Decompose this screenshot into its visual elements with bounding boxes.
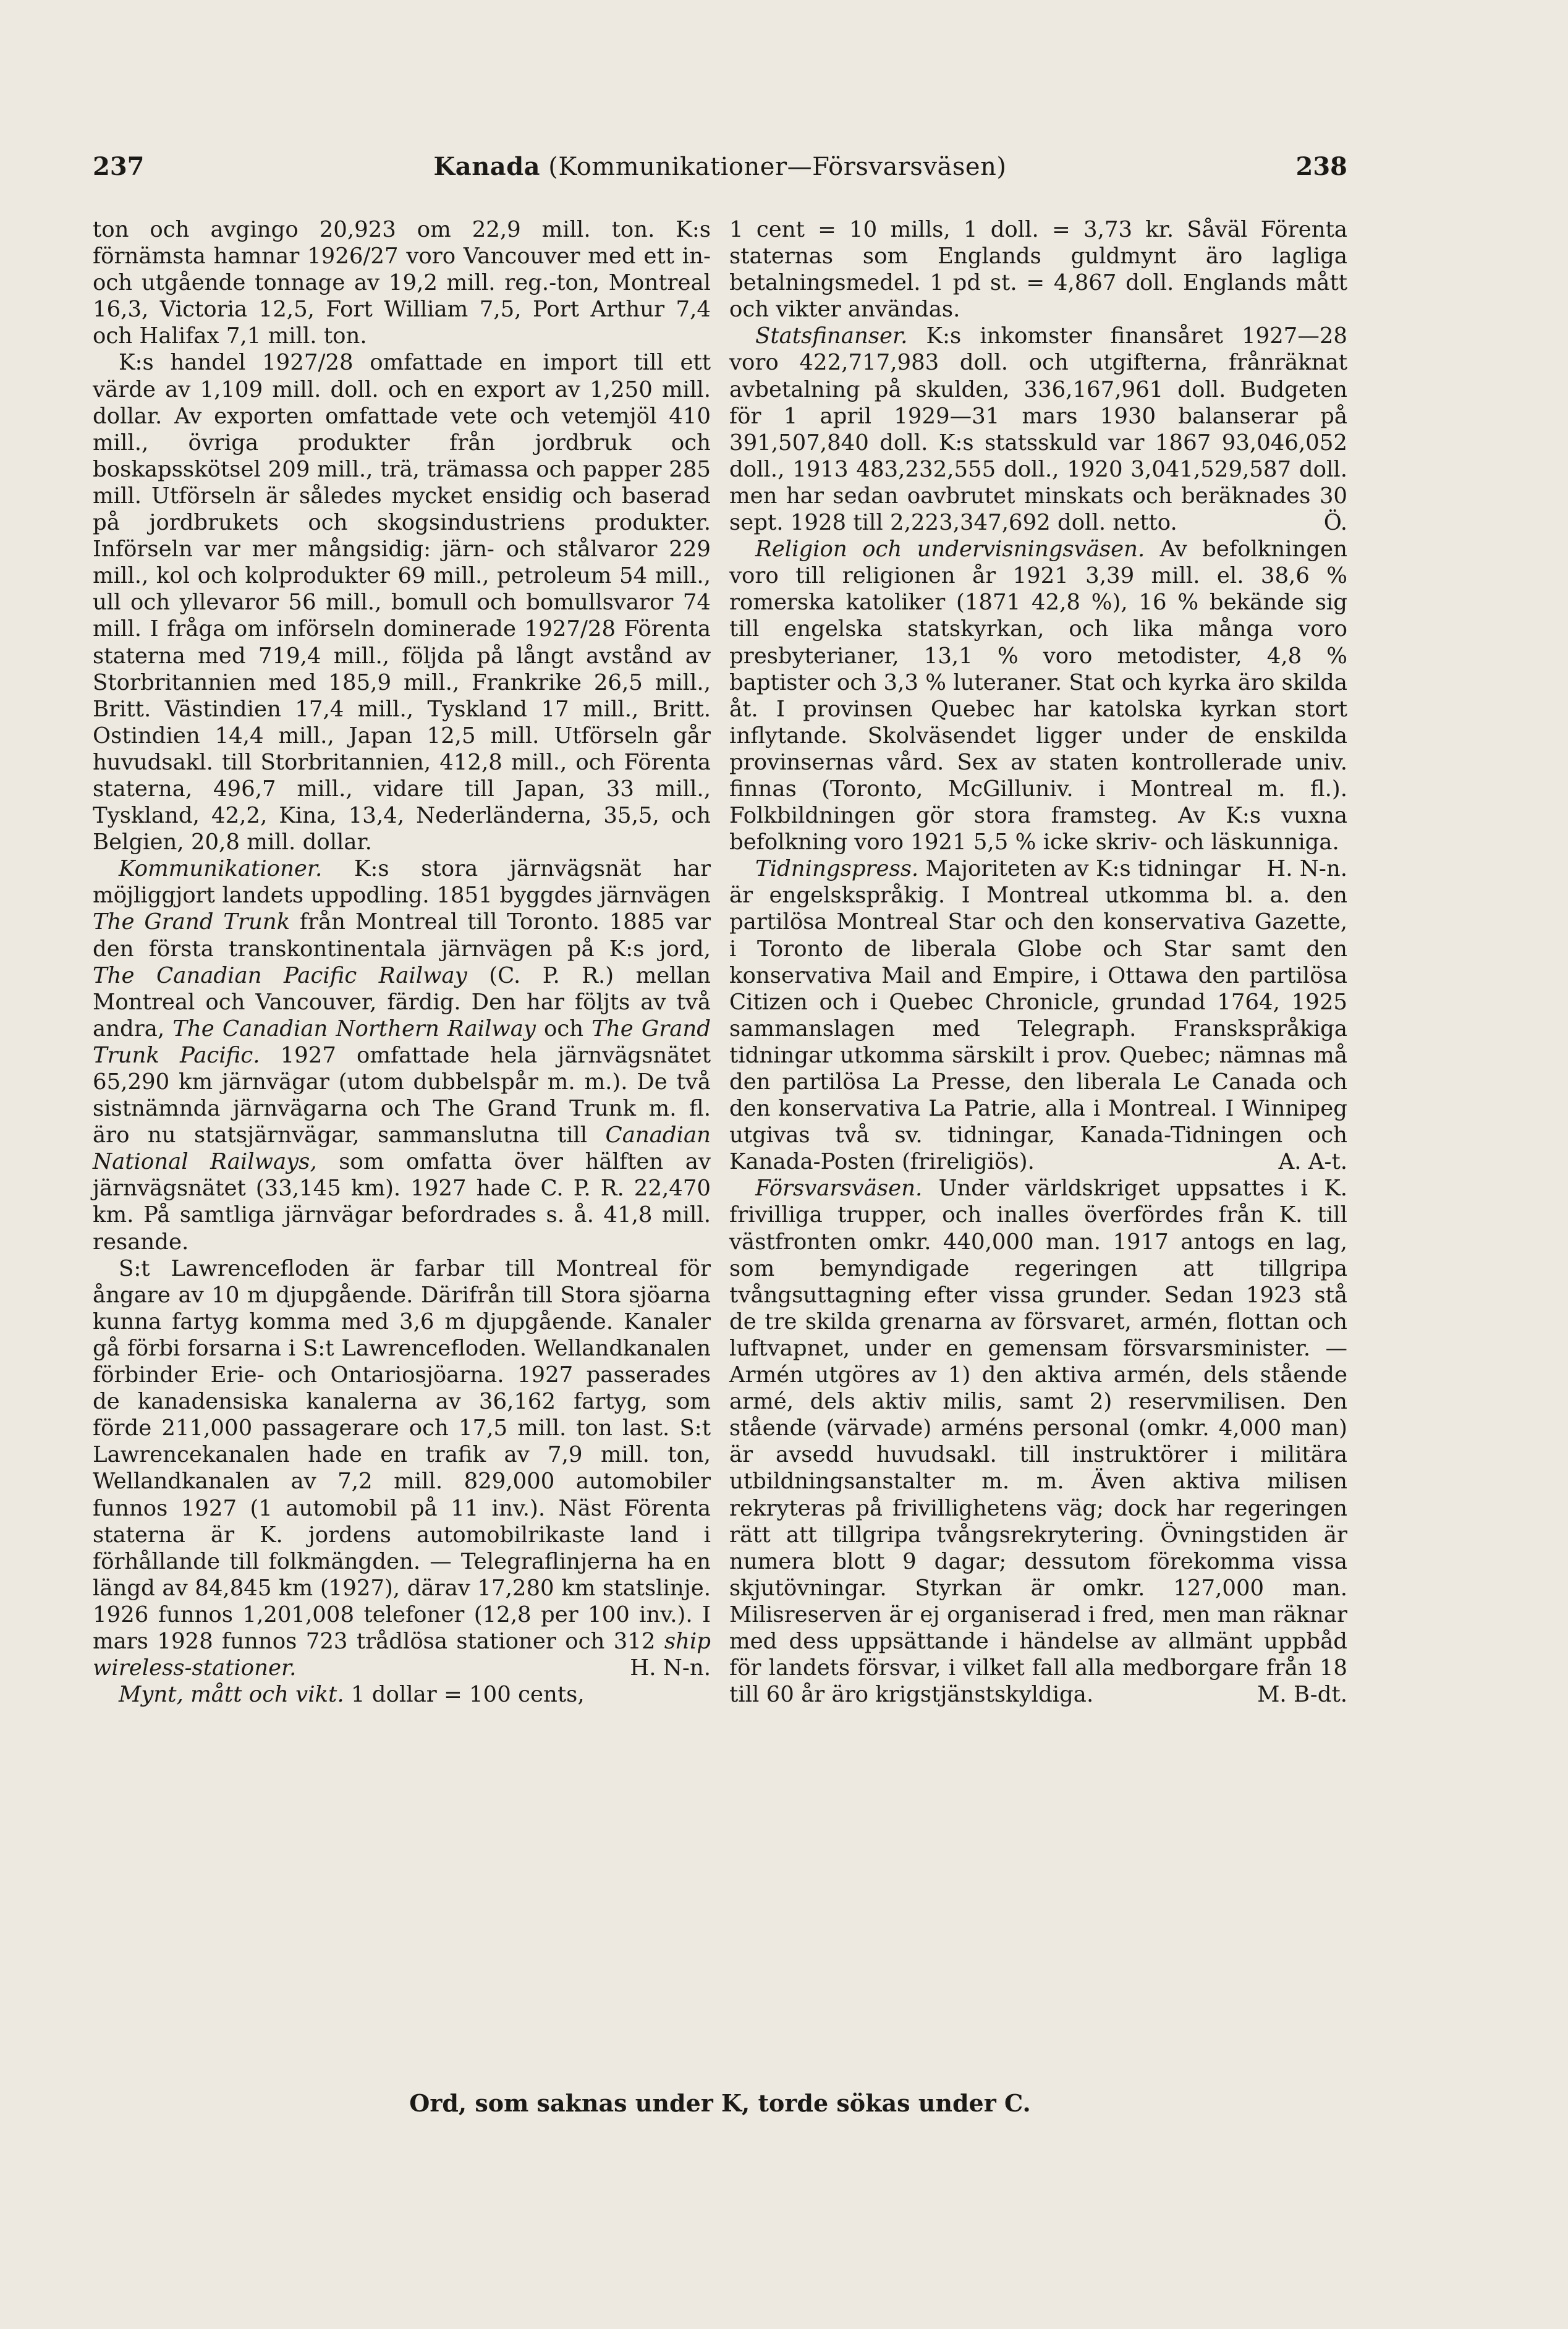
- section-heading-finances: Statsfinanser.: [755, 323, 908, 349]
- running-title: [93, 152, 1347, 181]
- text-run: Majoriteten av K:s tidningar är engelskspråkig. I Montreal utkomma bl. a. den partilösa Montreal Star och den konservativa Gazette, i Toronto de liberala Globe och Star samt den konservativa Mail and Empire, i Ottawa den partilösa Citizen och i Quebec Chronicle, grundad 1764, 1925 sammanslagen med Telegraph. Franskspråkiga tidningar utkomma särskilt i prov. Quebec; nämnas må den partilösa La Presse, den liberala Le Canada och den konservativa La Patrie, alla i Montreal. I Winnipeg utgivas två sv. tidningar, Kanada-Tidningen och Kanada-Posten (frireligiös).: [729, 856, 1347, 1175]
- text-run: och: [535, 1016, 592, 1041]
- text-run: K:s stora järnvägsnät har möjliggjort landets uppodling. 1851 byggdes järnvägen: [93, 856, 711, 909]
- author-signature: H. N-n.: [630, 1655, 711, 1681]
- paragraph-ports: ton och avgingo 20,923 om 22,9 mill. ton. K:s förnämsta hamnar 1926/27 voro Vancouver med ett in- och utgående tonnage av 19,2 mill. reg.-ton, Montreal 16,3, Victoria 12,5, Fort William 7,5, Port Arthur 7,4 och Halifax 7,1 mill. ton.: [93, 217, 711, 349]
- section-heading-religion: Religion och undervisningsväsen.: [755, 537, 1145, 562]
- paragraph-press: [729, 855, 1347, 1175]
- author-signature: A. A-t.: [1278, 1149, 1347, 1175]
- text-run: som omfatta över hälften av järnvägsnätet (33,145 km). 1927 hade C. P. R. 22,470 km. På samtliga järnvägar befordrades s. å. 41,8 mill. resande.: [93, 1149, 711, 1255]
- paragraph-defense: [729, 1175, 1347, 1708]
- section-heading-currency: Mynt, mått och vikt.: [119, 1682, 344, 1708]
- section-heading-communications: Kommunikationer.: [119, 856, 323, 882]
- right-column: [729, 216, 1347, 1708]
- page-number-left: 237: [93, 152, 145, 181]
- italic-term: ship wireless-stationer.: [93, 1628, 711, 1681]
- text-run: 1 dollar = 100 cents,: [344, 1682, 585, 1708]
- paragraph-currency-cont: 1 cent = 10 mills, 1 doll. = 3,73 kr. Såväl Förenta staternas som Englands guldmynt äro lagliga betalningsmedel. 1 pd st. = 4,867 doll. Englands mått och vikter användas.: [729, 217, 1347, 323]
- page-header: [93, 152, 1347, 189]
- paragraph-currency-start: [93, 1681, 711, 1708]
- railway-name: The Canadian Northern Railway: [172, 1016, 536, 1041]
- text-run: S:t Lawrencefloden är farbar till Montreal för ångare av 10 m djupgående. Därifrån till Stora sjöarna kunna fartyg komma med 3,6 m djupgående. Kanaler gå förbi forsarna i S:t Lawrencefloden. Wellandkanalen förbinder Erie- och Ontariosjöarna. 1927 passerades de kanadensiska kanalerna av 36,162 fartyg, som förde 211,000 passagerare och 17,5 mill. ton last. S:t Lawrencekanalen hade en trafik av 7,9 mill. ton, Wellandkanalen av 7,2 mill. 829,000 automobiler funnos 1927 (1 automobil på 11 inv.). Näst Förenta staterna är K. jordens automobilrikaste land i förhållande till folkmängden. — Telegraflinjerna ha en längd av 84,845 km (1927), därav 17,280 km statslinje. 1926 funnos 1,201,008 telefoner (12,8 per 100 inv.). I mars 1928 funnos 723 trådlösa stationer och 312: [93, 1255, 711, 1654]
- railway-name: The Grand Trunk: [93, 909, 290, 935]
- railway-name: The Canadian Pacific Railway: [93, 962, 467, 988]
- running-title-keyword: Kanada: [433, 152, 541, 181]
- author-signature: M. B-dt.: [1257, 1682, 1347, 1708]
- text-run: K:s inkomster finansåret 1927—28 voro 422,717,983 doll. och utgifterna, frånräknat avbetalning på skulden, 336,167,961 doll. Budgeten för 1 april 1929—31 mars 1930 balanserar på 391,507,840 doll. K:s statsskuld var 1867 93,046,052 doll., 1913 483,232,555 doll., 1920 3,041,529,587 doll. men har sedan oavbrutet minskats och beräknades 30 sept. 1928 till 2,223,347,692 doll. netto.: [729, 323, 1347, 536]
- railway-name: Canadian National Railways,: [93, 1122, 711, 1175]
- section-heading-defense: Försvarsväsen.: [755, 1176, 923, 1202]
- railway-name: The Grand Trunk Pacific.: [93, 1016, 711, 1068]
- section-heading-press: Tidningspress.: [755, 856, 919, 882]
- text-run: (C. P. R.) mellan Montreal och Vancouver, färdig. Den har följts av två andra,: [93, 962, 711, 1041]
- footer-note: Ord, som saknas under K, torde sökas under C.: [409, 2089, 1031, 2117]
- page-number-right: 238: [1295, 152, 1347, 181]
- paragraph-trade: K:s handel 1927/28 omfattade en import till ett värde av 1,109 mill. doll. och en export av 1,250 mill. dollar. Av exporten omfattade vete och vetemjöl 410 mill., övriga produkter från jordbruk och boskapsskötsel 209 mill., trä, trämassa och papper 285 mill. Utförseln är således mycket ensidig och baserad på jordbrukets och skogsindustriens produkter. Införseln var mer mångsidig: järn- och stålvaror 229 mill., kol och kolprodukter 69 mill., petroleum 54 mill., ull och yllevaror 56 mill., bomull och bomullsvaror 74 mill. I fråga om införseln dominerade 1927/28 Förenta staterna med 719,4 mill., följda på långt avstånd av Storbritannien med 185,9 mill., Frankrike 26,5 mill., Britt. Västindien 17,4 mill., Tyskland 17 mill., Britt. Ostindien 14,4 mill., Japan 12,5 mill. Utförseln går huvudsakl. till Storbritannien, 412,8 mill., och Förenta staterna, 496,7 mill., vidare till Japan, 33 mill., Tyskland, 42,2, Kina, 13,4, Nederländerna, 35,5, och Belgien, 20,8 mill. dollar.: [93, 350, 711, 855]
- text-run: Av befolkningen voro till religionen år 1921 3,39 mill. el. 38,6 % romerska katoliker (1871 42,8 %), 16 % bekände sig till engelska statskyrkan, och lika många voro presbyterianer, 13,1 % voro metodister, 4,8 % baptister och 3,3 % luteraner. Stat och kyrka äro skilda åt. I provinsen Quebec har katolska kyrkan stort inflytande. Skolväsendet ligger under de enskilda provinsernas vård. Sex av staten kontrollerade univ. finnas (Toronto, McGilluniv. i Montreal m. fl.). Folkbildningen gör stora framsteg. Av K:s vuxna befolkning voro 1921 5,5 % icke skriv- och läskunniga.: [729, 537, 1347, 855]
- text-run: från Montreal till Toronto. 1885 var den första transkontinentala järnvägen på K:s jord,: [93, 909, 711, 962]
- text-run: 1927 omfattade hela järnvägsnätet 65,290 km järnvägar (utom dubbelspår m. m.). De två sistnämnda järnvägarna och The Grand Trunk m. fl. äro nu statsjärnvägar, sammanslutna till: [93, 1042, 711, 1148]
- author-signature: H. N-n.: [1266, 856, 1347, 882]
- running-title-subject: (Kommunikationer—Försvarsväsen): [540, 153, 1007, 181]
- text-run: Under världskriget uppsattes i K. frivilliga trupper, och inalles överfördes från K. till västfronten omkr. 440,000 man. 1917 antogs en lag, som bemyndigade regeringen att tillgripa tvångsuttagning efter vissa grunder. Sedan 1923 stå de tre skilda grenarna av försvaret, armén, flottan och luftvapnet, under en gemensam försvarsminister. — Armén utgöres av 1) den aktiva armén, dels stående armé, dels aktiv milis, samt 2) reservmilisen. Den stående (värvade) arméns personal (omkr. 4,000 man) är avsedd huvudsakl. till instruktörer i militära utbildningsanstalter m. m. Även aktiva milisen rekryteras på frivillighetens väg; dock har regeringen rätt att tillgripa tvångsrekrytering. Övningstiden är numera blott 9 dagar; dessutom förekomma vissa skjutövningar. Styrkan är omkr. 127,000 man. Milisreserven är ej organiserad i fred, men man räknar med dess uppsättande i händelse av allmänt uppbåd för landets försvar, i vilket fall alla medborgare från 18 till 60 år äro krigstjänstskyldiga.: [729, 1176, 1347, 1708]
- left-column: [93, 216, 711, 1708]
- paragraph-waterways: [93, 1255, 711, 1682]
- paragraph-communications: [93, 855, 711, 1255]
- author-signature: Ö.: [1323, 510, 1347, 536]
- paragraph-finances: [729, 323, 1347, 536]
